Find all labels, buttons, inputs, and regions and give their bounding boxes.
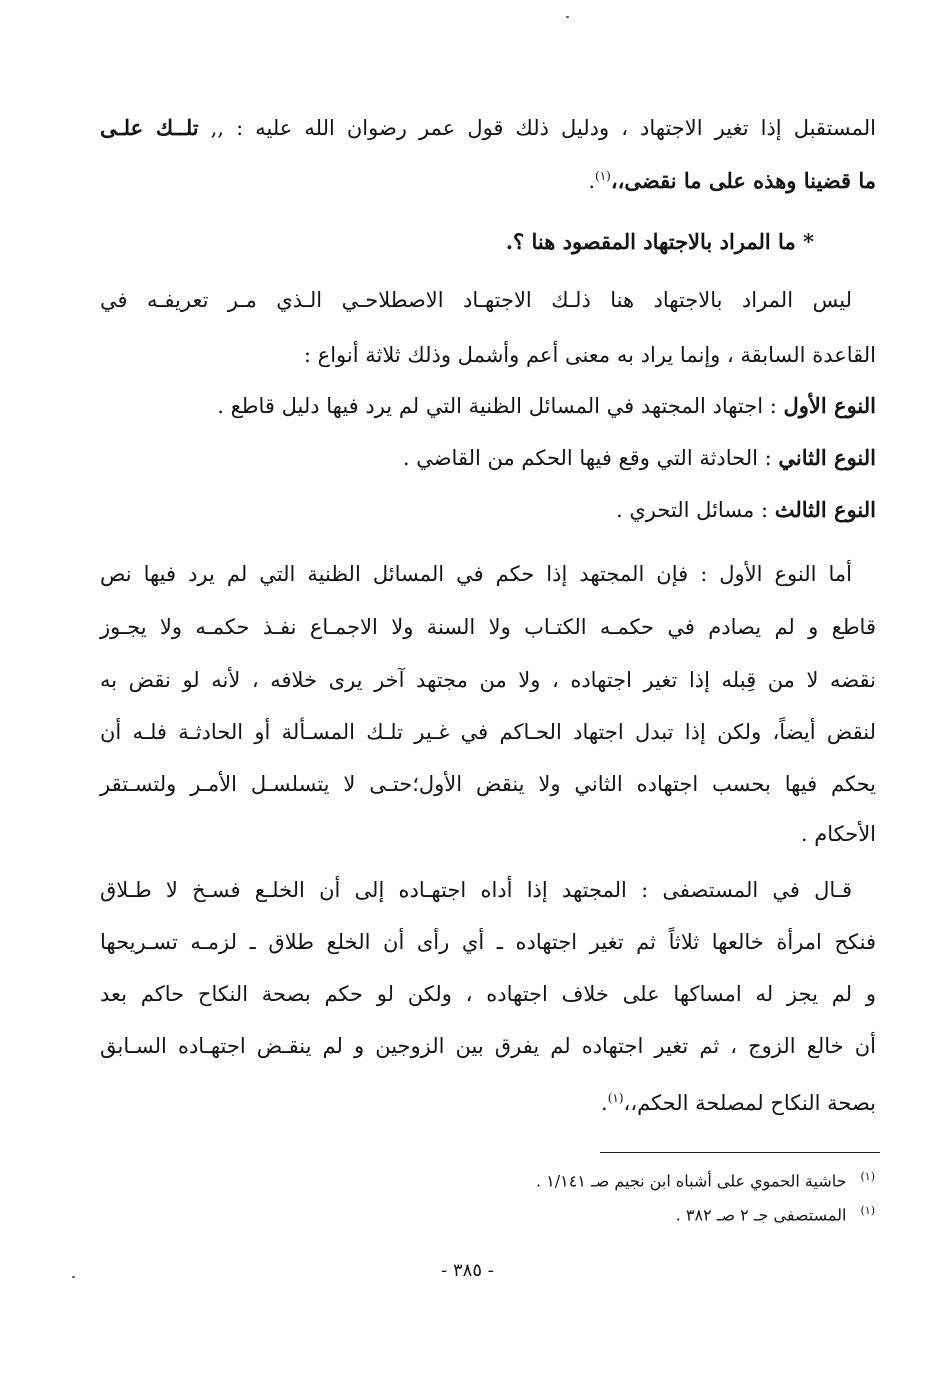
section-heading: * ما المراد بالاجتهاد المقصود هنا ؟. <box>505 229 814 254</box>
footnote <box>536 1164 875 1194</box>
type-text: : مسائل التحري . <box>616 498 769 522</box>
text-line: أن خالع الزوج ، ثم تغير اجتهاده لم يفرق بين الزوجين و لم ينقـض اجتهـاده السـابق <box>100 1034 876 1058</box>
text-line: و لم يجز له امساكها على خلاف اجتهاده ، ولكن لو حكم بصحة النكاح حاكم بعد <box>100 982 876 1006</box>
text-line: الأحكام . <box>800 822 876 846</box>
quote-bold: ما قضينا وهذه على ما نقضى،، <box>610 168 876 193</box>
text-line: ليس المراد بالاجتهاد هنا ذلـك الاجتهـاد الاصطلاحـي الـذي مـر تعريفـه في <box>100 288 852 312</box>
text-line: أما النوع الأول : فإن المجتهد إذا حكم في المسائل الظنية التي لم يرد فيها نص <box>100 562 852 586</box>
text-line: قـال في المستصفى : المجتهد إذا أداه اجتهـاده إلى أن الخلـع فسـخ لا طـلاق <box>100 878 852 902</box>
text-line <box>100 108 876 148</box>
footnote-mark: (١) <box>860 1204 875 1217</box>
type-label: النوع الأول <box>783 393 876 418</box>
footnote-divider <box>600 1152 880 1153</box>
type-label: النوع الثالث <box>774 497 876 522</box>
text-segment: بصحة النكاح لمصلحة الحكم،، <box>623 1091 876 1115</box>
footnote-ref: (١) <box>607 1091 624 1105</box>
footnote <box>676 1198 875 1228</box>
type-text: : اجتهاد المجتهد في المسائل الظنية التي لم يرد فيها دليل قاطع . <box>217 394 777 418</box>
page-number: - ٣٨٥ - <box>441 1260 494 1281</box>
scan-speck <box>566 16 569 18</box>
text-line: لنقض أيضاً، ولكن إذا تبدل اجتهاد الحـاكم في غـير تلـك المسـألة أو الحادثـة فلـه أن <box>100 720 876 744</box>
footnote-text: المستصفى جـ ٢ صـ ٣٨٢ . <box>675 1205 847 1225</box>
type-label: النوع الثاني <box>778 445 876 470</box>
text-line <box>588 156 876 196</box>
quote-bold: تلــك علـى <box>100 115 199 140</box>
text-line <box>601 1078 876 1118</box>
text-segment: . <box>588 169 596 193</box>
type-text: : الحادثة التي وقع فيها الحكم من القاضي . <box>402 446 772 470</box>
text-line: يحكم فيها بحسب اجتهاده الثاني ولا ينقض الأول؛حتـى لا يتسلسـل الأمـر ولتسـتقر <box>100 772 876 796</box>
footnote-ref: (١) <box>595 169 611 183</box>
footnote-mark: (١) <box>860 1170 875 1183</box>
text-segment: . <box>601 1091 608 1115</box>
text-line: فنكح امرأة خالعها ثلاثاً ثم تغير اجتهاده ـ أي رأى أن الخلع طلاق ـ لزمـه تسـريحها <box>100 930 876 954</box>
text-segment: المستقبل إذا تغير الاجتهاد ، ودليل ذلك قول عمر رضوان الله عليه : ,, <box>210 116 876 140</box>
text-line: قاطع و لم يصادم في حكمـه الكتـاب ولا السنة ولا الاجمـاع نفـذ حكمـه ولا يجـوز <box>100 615 876 639</box>
type-item <box>217 386 876 426</box>
type-item <box>616 490 876 530</box>
footnote-text: حاشية الحموي على أشباه ابن نجيم صـ ١/١٤١ . <box>535 1171 847 1191</box>
text-line: نقضه لا من قِبله إذا تغير اجتهاده ، ولا من مجتهد آخر يرى خلافه ، لأنه لو نقض به <box>100 668 876 692</box>
type-item <box>403 438 876 478</box>
text-line: القاعدة السابقة ، وإنما يراد به معنى أعم وأشمل وذلك ثلاثة أنواع : <box>303 343 876 367</box>
